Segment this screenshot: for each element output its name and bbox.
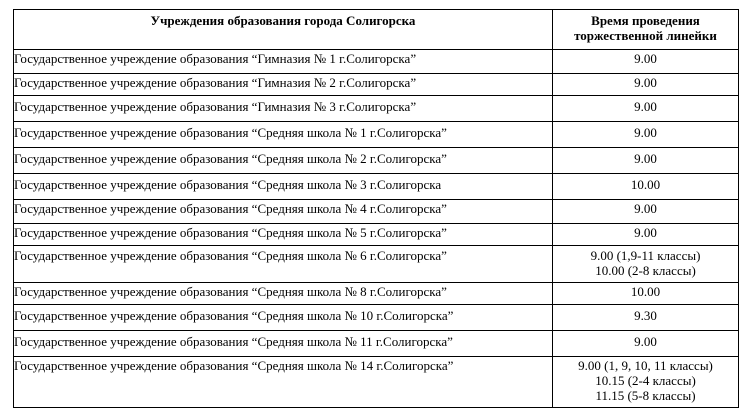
institution-name: Государственное учреждение образования “Средняя школа № 6 г.Солигорска” (14, 246, 553, 283)
time-value: 9.00 (634, 225, 657, 240)
time-value: 9.00 (634, 151, 657, 166)
ceremony-time (553, 305, 739, 331)
time-value: 9.00 (634, 334, 657, 349)
institution-name: Государственное учреждение образования “Гимназия № 1 г.Солигорска” (14, 50, 553, 74)
institution-name: Государственное учреждение образования “Средняя школа № 4 г.Солигорска” (14, 200, 553, 224)
header-row (14, 10, 739, 50)
institution-name: Государственное учреждение образования “Средняя школа № 8 г.Солигорска” (14, 283, 553, 305)
ceremony-time (553, 224, 739, 246)
header-ceremony-time (553, 10, 739, 50)
institution-name: Государственное учреждение образования “Средняя школа № 5 г.Солигорска” (14, 224, 553, 246)
table-row (14, 122, 739, 148)
ceremony-time (553, 74, 739, 96)
institution-name: Государственное учреждение образования “Средняя школа № 3 г.Солигорска (14, 174, 553, 200)
ceremony-time (553, 200, 739, 224)
time-value: 9.00 (1,9-11 классы) (590, 248, 701, 263)
table-row (14, 305, 739, 331)
header-institutions-label: Учреждения образования города Солигорска (150, 13, 416, 28)
ceremony-time (553, 148, 739, 174)
institution-name: Государственное учреждение образования “Гимназия № 2 г.Солигорска” (14, 74, 553, 96)
time-value: 10.00 (630, 177, 661, 192)
time-value: 9.00 (634, 125, 657, 140)
ceremony-time (553, 96, 739, 122)
time-value: 9.30 (634, 308, 657, 323)
institution-name: Государственное учреждение образования “Средняя школа № 11 г.Солигорска” (14, 331, 553, 357)
table-row (14, 246, 739, 283)
time-value: 9.00 (634, 201, 657, 216)
table-row (14, 50, 739, 74)
time-value: 10.15 (2-4 классы) (595, 373, 696, 388)
table-row (14, 96, 739, 122)
ceremony-time (553, 174, 739, 200)
table-row (14, 200, 739, 224)
institution-name: Государственное учреждение образования “Гимназия № 3 г.Солигорска” (14, 96, 553, 122)
header-institutions (14, 10, 553, 50)
time-value: 9.00 (634, 51, 657, 66)
table-row (14, 331, 739, 357)
table-row (14, 224, 739, 246)
institution-name: Государственное учреждение образования “Средняя школа № 14 г.Солигорска” (14, 357, 553, 408)
header-time-line2: торжественной линейки (574, 28, 717, 43)
table-row (14, 74, 739, 96)
time-value: 10.00 (630, 284, 661, 299)
time-value: 10.00 (2-8 классы) (595, 263, 696, 278)
time-value: 11.15 (5-8 классы) (595, 388, 696, 403)
time-value: 9.00 (1, 9, 10, 11 классы) (578, 358, 713, 373)
schedule-table (13, 9, 739, 408)
table-row (14, 357, 739, 408)
header-time-line1: Время проведения (591, 13, 700, 28)
institution-name: Государственное учреждение образования “Средняя школа № 1 г.Солигорска” (14, 122, 553, 148)
ceremony-time (553, 331, 739, 357)
table-row (14, 148, 739, 174)
ceremony-time (553, 50, 739, 74)
ceremony-time (553, 122, 739, 148)
time-value: 9.00 (634, 99, 657, 114)
institution-name: Государственное учреждение образования “Средняя школа № 10 г.Солигорска” (14, 305, 553, 331)
ceremony-time (553, 246, 739, 283)
institution-name: Государственное учреждение образования “Средняя школа № 2 г.Солигорска” (14, 148, 553, 174)
table-row (14, 283, 739, 305)
ceremony-time (553, 357, 739, 408)
ceremony-time (553, 283, 739, 305)
time-value: 9.00 (634, 75, 657, 90)
table-row (14, 174, 739, 200)
